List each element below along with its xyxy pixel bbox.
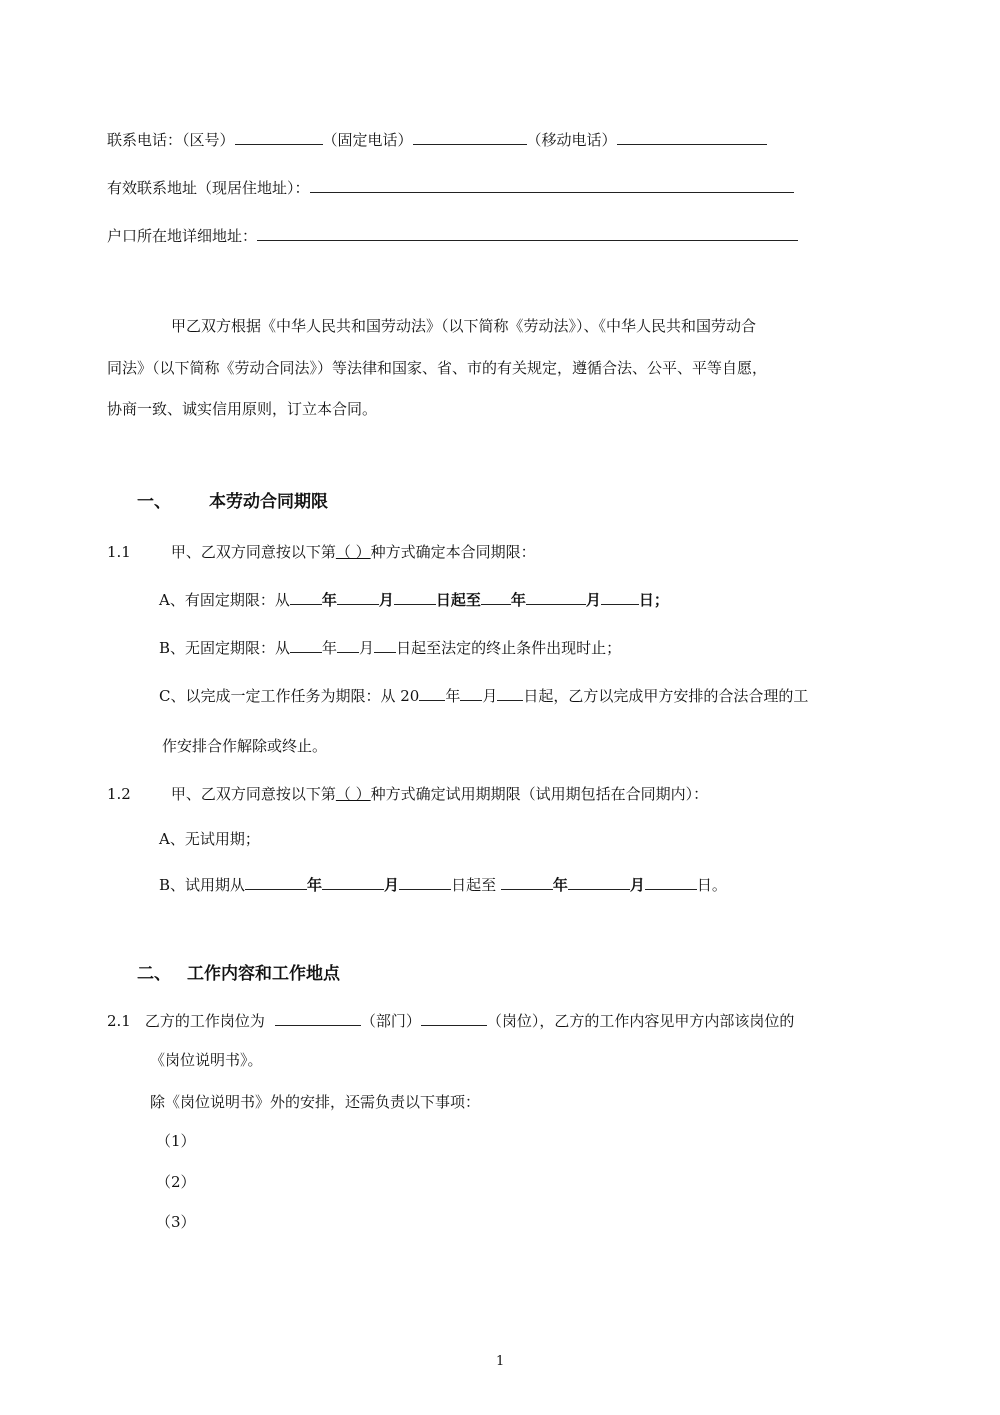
list-item: （3）: [156, 1213, 196, 1231]
blank[interactable]: [481, 590, 511, 605]
blank[interactable]: [374, 638, 396, 653]
clause-1-2-choice-blank[interactable]: （ ）: [335, 785, 371, 803]
clause-2-1-continued: 《岗位说明书》。: [150, 1051, 263, 1069]
fixed-phone-blank[interactable]: [413, 130, 527, 145]
extra-duties-intro: 除《岗位说明书》外的安排，还需负责以下事项：: [150, 1093, 481, 1111]
blank[interactable]: [601, 590, 639, 605]
clause-1-1-choice-blank[interactable]: （ ）: [335, 543, 371, 561]
page-number: 1: [496, 1354, 505, 1369]
intro-line-2: 同法》（以下简称《劳动合同法》）等法律和国家、省、市的有关规定，遵循合法、公平、平等自愿，: [107, 359, 768, 377]
section-1-heading: 一、 本劳动合同期限: [137, 492, 328, 512]
option-c-task-term: C、以完成一定工作任务为期限：从 20 年 月 日起，乙方以完成甲方安排的合法合理的工: [159, 687, 809, 705]
probation-option-b: B、试用期从 年 月 日起至 年 月 日。: [159, 876, 727, 894]
blank[interactable]: [460, 686, 482, 701]
clause-2-1: 2.1 乙方的工作岗位为 （部门） （岗位），乙方的工作内容见甲方内部该岗位的: [107, 1012, 795, 1030]
blank[interactable]: [399, 875, 451, 890]
contact-phone-line: 联系电话：（区号） （固定电话） （移动电话）: [107, 130, 767, 150]
blank[interactable]: [290, 638, 322, 653]
blank[interactable]: [337, 590, 379, 605]
hukou-address-line: 户口所在地详细地址：: [107, 226, 798, 246]
option-a-fixed-term: A、有固定期限：从 年 月 日起至 年 月 日；: [159, 591, 669, 609]
contact-address-line: 有效联系地址（现居住地址）：: [107, 178, 794, 198]
blank[interactable]: [245, 875, 307, 890]
blank[interactable]: [322, 875, 384, 890]
intro-line-1: 甲乙双方根据《中华人民共和国劳动法》（以下简称《劳动法》）、《中华人民共和国劳动合: [171, 317, 757, 335]
list-item: （1）: [156, 1132, 196, 1150]
list-item: （2）: [156, 1173, 196, 1191]
probation-option-a: A、无试用期；: [159, 830, 260, 848]
blank[interactable]: [501, 875, 553, 890]
area-code-blank[interactable]: [235, 130, 323, 145]
blank[interactable]: [290, 590, 322, 605]
intro-line-3: 协商一致、诚实信用原则，订立本合同。: [107, 400, 378, 418]
mobile-phone-blank[interactable]: [617, 130, 767, 145]
department-blank[interactable]: [275, 1011, 361, 1026]
clause-1-2: 1.2 甲、乙双方同意按以下第（ ）种方式确定试用期期限（试用期包括在合同期内）：: [107, 785, 709, 803]
blank[interactable]: [526, 590, 586, 605]
position-blank[interactable]: [421, 1011, 487, 1026]
hukou-blank[interactable]: [257, 226, 798, 241]
section-2-heading: 二、 工作内容和工作地点: [137, 964, 340, 984]
blank[interactable]: [497, 686, 523, 701]
blank[interactable]: [394, 590, 436, 605]
blank[interactable]: [419, 686, 445, 701]
blank[interactable]: [645, 875, 697, 890]
option-c-continued: 作安排合作解除或终止。: [162, 737, 328, 755]
option-b-open-term: B、无固定期限：从 年 月 日起至法定的终止条件出现时止；: [159, 639, 622, 657]
clause-1-1: 1.1 甲、乙双方同意按以下第（ ）种方式确定本合同期限：: [107, 543, 536, 561]
blank[interactable]: [568, 875, 630, 890]
address-blank[interactable]: [310, 178, 794, 193]
blank[interactable]: [337, 638, 359, 653]
